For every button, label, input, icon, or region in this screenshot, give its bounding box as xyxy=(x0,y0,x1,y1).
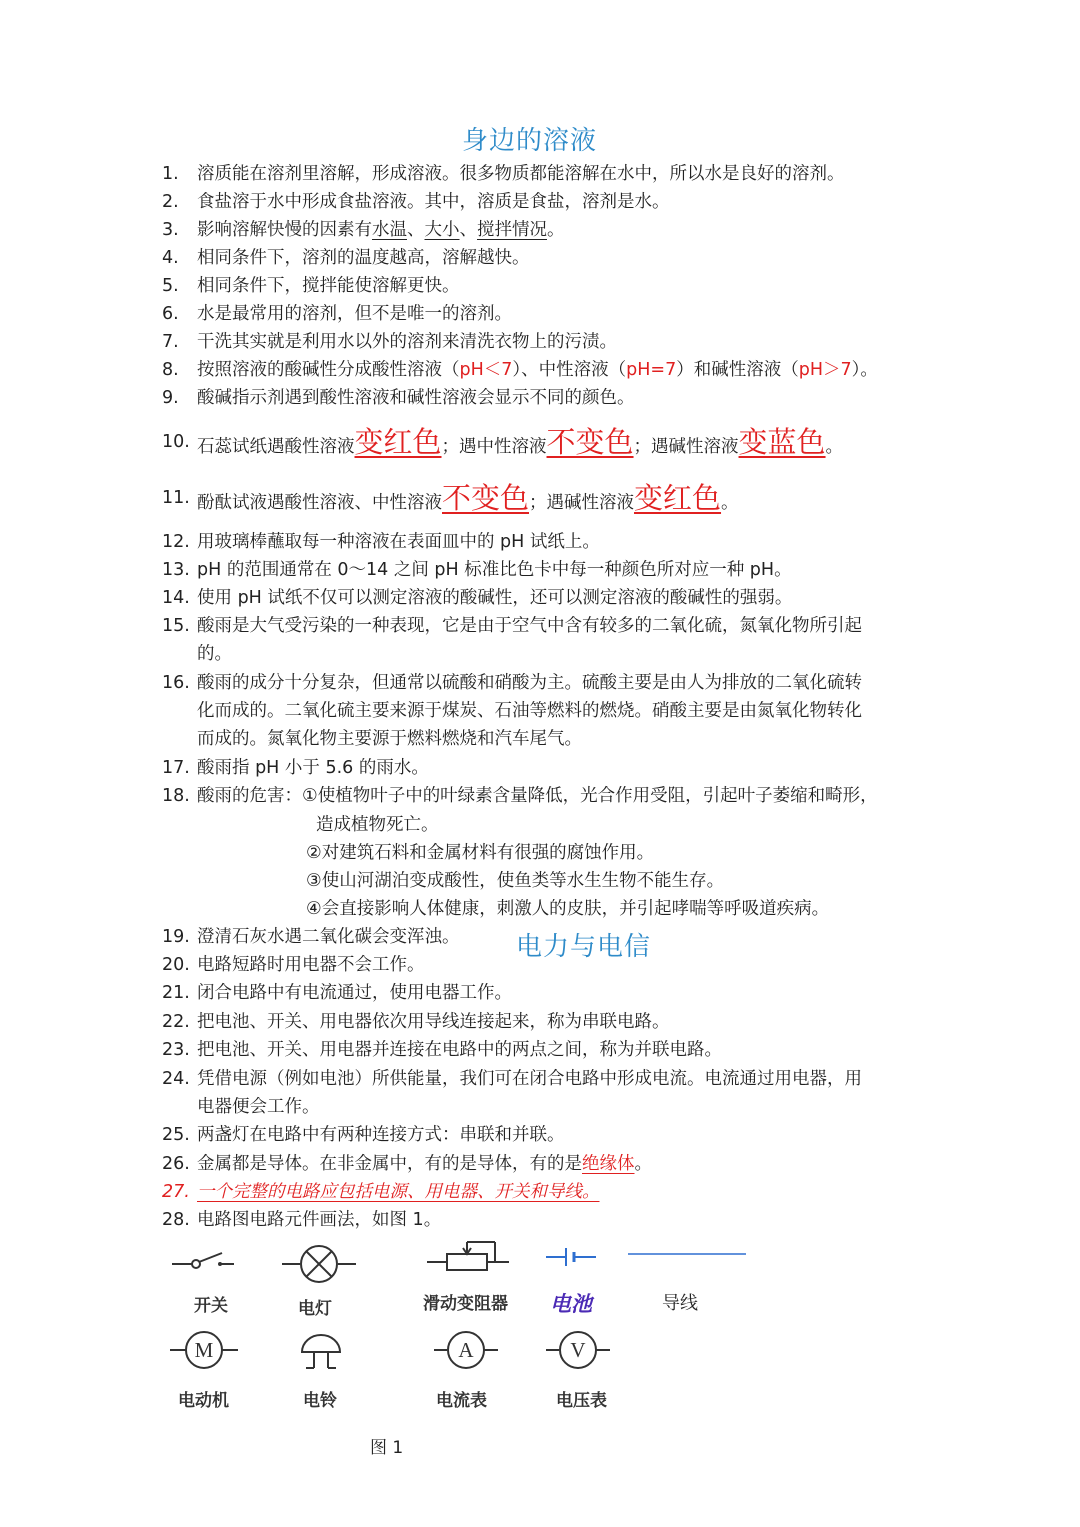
list-item-text xyxy=(197,356,878,384)
motor-label: 电动机 xyxy=(178,1391,229,1411)
text-segment: 电路图电路元件画法，如图 1。 xyxy=(197,1210,442,1230)
text-segment: 澄清石灰水遇二氧化碳会变浑浊。 xyxy=(197,927,460,947)
list-item-text xyxy=(197,669,862,697)
list-item-number: 7. xyxy=(162,332,179,352)
list-item-text xyxy=(197,272,460,300)
text-segment: 。 xyxy=(547,220,565,240)
continuation-24: 电器便会工作。 xyxy=(197,1097,320,1117)
list-item-text xyxy=(197,979,512,1007)
text-segment: ）。 xyxy=(851,360,878,380)
continuation-16a: 化而成的。二氧化硫主要来源于煤炭、石油等燃料的燃烧。硝酸主要是由氮氧化物转化 xyxy=(197,701,862,721)
ammeter-symbol-icon xyxy=(434,1330,498,1370)
list-item-number: 19. xyxy=(162,927,190,947)
list-item-number: 25. xyxy=(162,1125,190,1145)
voltmeter-label: 电压表 xyxy=(556,1391,607,1411)
text-segment: 一个完整的电路应包括电源、用电器、开关和导线。 xyxy=(197,1182,600,1202)
list-item-text xyxy=(197,188,670,216)
list-item-text xyxy=(197,160,845,188)
ammeter-label: 电流表 xyxy=(436,1391,487,1411)
highlighted-text: 变红色 xyxy=(634,481,722,515)
text-segment: ；遇中性溶液 xyxy=(441,437,547,457)
text-segment: ；遇碱性溶液 xyxy=(633,437,739,457)
section-title-electricity: 电力与电信 xyxy=(516,932,652,962)
list-item-number: 9. xyxy=(162,388,179,408)
text-segment: pH 的范围通常在 0～14 之间 pH 标准比色卡中每一种颜色所对应一种 pH。 xyxy=(197,560,792,580)
text-segment: 凭借电源（例如电池）所供能量，我们可在闭合电路中形成电流。电流通过用电器，用 xyxy=(197,1069,862,1089)
lamp-symbol-icon xyxy=(282,1244,356,1284)
continuation-15: 的。 xyxy=(197,644,232,664)
motor-symbol-icon xyxy=(170,1330,240,1370)
text-segment: 酚酞试液遇酸性溶液、中性溶液 xyxy=(197,493,442,513)
list-item-number: 24. xyxy=(162,1069,190,1089)
list-item-text xyxy=(197,244,530,272)
list-item-number: 12. xyxy=(162,532,190,552)
text-segment: 、 xyxy=(459,220,477,240)
wire-symbol-icon xyxy=(628,1250,748,1260)
text-segment: 。 xyxy=(825,437,844,457)
text-segment: 相同条件下，搅拌能使溶解更快。 xyxy=(197,276,460,296)
list-item-text xyxy=(197,584,792,612)
text-segment: 把电池、开关、用电器并连接在电路中的两点之间，称为并联电路。 xyxy=(197,1040,722,1060)
text-segment: 相同条件下，溶剂的温度越高，溶解越快。 xyxy=(197,248,530,268)
list-item-text xyxy=(197,1036,722,1064)
text-segment: 水是最常用的溶剂，但不是唯一的溶剂。 xyxy=(197,304,512,324)
text-segment: 金属都是导体。在非金属中，有的是导体，有的是 xyxy=(197,1154,582,1174)
text-segment: 、 xyxy=(407,220,425,240)
list-item-number: 26. xyxy=(162,1154,190,1174)
list-item-number: 18. xyxy=(162,786,190,806)
list-item-number: 20. xyxy=(162,955,190,975)
text-segment: 使用 pH 试纸不仅可以测定溶液的酸碱性，还可以测定溶液的酸碱性的强弱。 xyxy=(197,588,793,608)
highlighted-text: 变蓝色 xyxy=(738,425,826,459)
battery-symbol-icon xyxy=(546,1246,598,1268)
list-item-text xyxy=(197,384,635,412)
text-segment: 食盐溶于水中形成食盐溶液。其中，溶质是食盐，溶剂是水。 xyxy=(197,192,670,212)
text-segment: 酸雨是大气受污染的一种表现，它是由于空气中含有较多的二氧化硫，氮氧化物所引起 xyxy=(197,616,862,636)
wire-label: 导线 xyxy=(662,1293,698,1314)
list-item-number: 27. xyxy=(162,1182,190,1202)
continuation-18a: 造成植物死亡。 xyxy=(316,815,439,835)
highlighted-text: 大小 xyxy=(424,220,460,240)
list-item-text xyxy=(197,556,792,584)
list-item-text xyxy=(197,328,617,356)
list-item-number: 17. xyxy=(162,758,190,778)
continuation-16b: 而成的。氮氧化物主要源于燃料燃烧和汽车尾气。 xyxy=(197,729,582,749)
continuation-18d: ④会直接影响人体健康，刺激人的皮肤，并引起哮喘等呼吸道疾病。 xyxy=(306,899,830,919)
list-item-text xyxy=(197,1121,565,1149)
highlighted-text: 水温 xyxy=(372,220,407,240)
highlighted-text: pH=7 xyxy=(626,360,677,380)
list-item-number: 3. xyxy=(162,220,179,240)
list-item-number: 4. xyxy=(162,248,179,268)
list-item-number: 6. xyxy=(162,304,179,324)
battery-label: 电池 xyxy=(550,1292,592,1316)
list-item-text xyxy=(197,300,512,328)
bell-symbol-icon xyxy=(298,1332,344,1372)
switch-symbol-icon xyxy=(170,1248,236,1278)
list-item-text xyxy=(197,1178,600,1206)
highlighted-text: 搅拌情况 xyxy=(477,220,547,240)
motor-glyph: M xyxy=(194,1338,214,1362)
bell-label: 电铃 xyxy=(303,1391,337,1411)
list-item-text xyxy=(197,216,565,244)
list-item-number: 16. xyxy=(162,673,190,693)
list-item-number: 2. xyxy=(162,192,179,212)
list-item-number: 21. xyxy=(162,983,190,1003)
lamp-label: 电灯 xyxy=(298,1299,332,1319)
list-item-number: 8. xyxy=(162,360,179,380)
highlighted-text: 不变色 xyxy=(546,425,634,459)
ammeter-glyph: A xyxy=(458,1338,474,1362)
list-item-text xyxy=(197,425,844,461)
list-item-text xyxy=(197,1065,862,1093)
list-item-number: 10. xyxy=(162,432,190,452)
list-item-text xyxy=(197,923,460,951)
text-segment: 酸雨指 pH 小于 5.6 的雨水。 xyxy=(197,758,429,778)
text-segment: 酸雨的成分十分复杂，但通常以硫酸和硝酸为主。硫酸主要是由人为排放的二氧化硫转 xyxy=(197,673,862,693)
list-item-number: 13. xyxy=(162,560,190,580)
list-item-number: 23. xyxy=(162,1040,190,1060)
text-segment: 。 xyxy=(634,1154,652,1174)
list-item-number: 14. xyxy=(162,588,190,608)
list-item-text xyxy=(197,951,425,979)
list-item-text xyxy=(197,782,878,810)
text-segment: 石蕊试纸遇酸性溶液 xyxy=(197,437,355,457)
text-segment: 酸雨的危害：①使植物叶子中的叶绿素含量降低，光合作用受阻，引起叶子萎缩和畸形， xyxy=(197,786,878,806)
voltmeter-symbol-icon xyxy=(546,1330,610,1370)
list-item-text xyxy=(197,754,429,782)
text-segment: 酸碱指示剂遇到酸性溶液和碱性溶液会显示不同的颜色。 xyxy=(197,388,635,408)
list-item-text xyxy=(197,481,739,517)
list-item-text xyxy=(197,1206,441,1234)
list-item-text xyxy=(197,1008,670,1036)
text-segment: 用玻璃棒蘸取每一种溶液在表面皿中的 pH 试纸上。 xyxy=(197,532,600,552)
text-segment: 干洗其实就是利用水以外的溶剂来清洗衣物上的污渍。 xyxy=(197,332,617,352)
text-segment: 两盏灯在电路中有两种连接方式：串联和并联。 xyxy=(197,1125,565,1145)
switch-label: 开关 xyxy=(194,1296,228,1316)
list-item-number: 11. xyxy=(162,488,190,508)
highlighted-text: pH＜7 xyxy=(459,360,513,380)
highlighted-text: 绝缘体 xyxy=(582,1154,635,1174)
text-segment: 影响溶解快慢的因素有 xyxy=(197,220,372,240)
rheostat-label: 滑动变阻器 xyxy=(423,1294,508,1314)
list-item-number: 28. xyxy=(162,1210,190,1230)
text-segment: 闭合电路中有电流通过，使用电器工作。 xyxy=(197,983,512,1003)
section-title-solutions: 身边的溶液 xyxy=(462,126,598,156)
text-segment: 把电池、开关、用电器依次用导线连接起来，称为串联电路。 xyxy=(197,1012,670,1032)
continuation-18b: ②对建筑石料和金属材料有很强的腐蚀作用。 xyxy=(306,843,655,863)
text-segment: 按照溶液的酸碱性分成酸性溶液（ xyxy=(197,360,460,380)
list-item-text xyxy=(197,1150,652,1178)
highlighted-text: 变红色 xyxy=(354,425,442,459)
continuation-18c: ③使山河湖泊变成酸性，使鱼类等水生生物不能生存。 xyxy=(306,871,725,891)
text-segment: 溶质能在溶剂里溶解，形成溶液。很多物质都能溶解在水中，所以水是良好的溶剂。 xyxy=(197,164,845,184)
text-segment: ）、中性溶液（ xyxy=(512,360,627,380)
voltmeter-glyph: V xyxy=(570,1338,586,1362)
text-segment: 电路短路时用电器不会工作。 xyxy=(197,955,425,975)
list-item-number: 1. xyxy=(162,164,179,184)
list-item-text xyxy=(197,528,600,556)
list-item-number: 5. xyxy=(162,276,179,296)
highlighted-text: 不变色 xyxy=(442,481,530,515)
text-segment: ）和碱性溶液（ xyxy=(676,360,799,380)
rheostat-symbol-icon xyxy=(425,1238,511,1274)
text-segment: 。 xyxy=(721,493,739,513)
text-segment: ；遇碱性溶液 xyxy=(529,493,635,513)
list-item-number: 22. xyxy=(162,1012,190,1032)
figure-caption: 图 1 xyxy=(370,1438,404,1458)
list-item-text xyxy=(197,612,862,640)
highlighted-text: pH＞7 xyxy=(798,360,852,380)
list-item-number: 15. xyxy=(162,616,190,636)
